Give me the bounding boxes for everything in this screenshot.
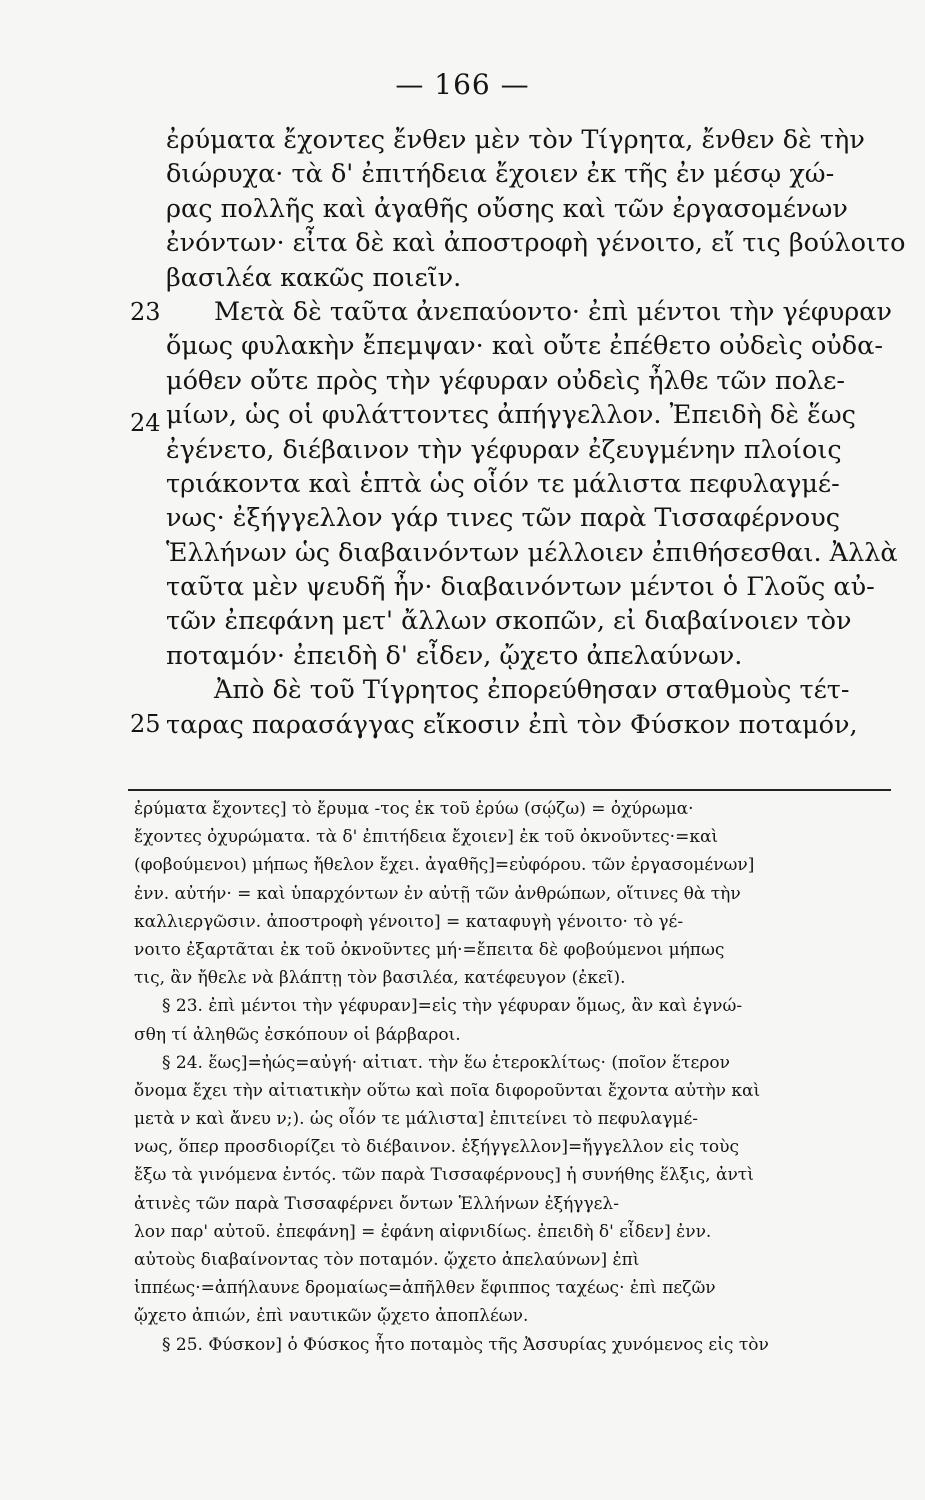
text-line: ρας πολλῆς καὶ ἀγαθῆς οὔσης καὶ τῶν ἐργασομένων [166,193,848,224]
note-line: ἔχοντες ὀχυρώματα. τὰ δ' ἐπιτήδεια ἔχοιεν] ἐκ τοῦ ὀκνοῦντες·=καὶ [134,827,719,848]
note-line: ἔξω τὰ γινόμενα ἐντός. τῶν παρὰ Τισσαφέρνους] ἡ συνήθης ἕλξις, ἀντὶ [134,1165,754,1186]
footnote-divider [128,789,891,791]
note-line: ἱππέως·=ἀπήλαυνε δρομαίως=ἀπῆλθεν ἔφιππος ταχέως· ἐπὶ πεζῶν [134,1278,716,1299]
text-line: μίων, ὡς οἱ φυλάττοντες ἀπήγγελλον. Ἐπειδὴ δὲ ἕως [166,400,856,431]
main-text [166,123,906,742]
note-line: (φοβούμενοι) μήπως ἤθελον ἔχει. ἀγαθῆς]=εὐφόρου. τῶν ἐργασομένων] [134,855,755,876]
note-line: § 24. ἕως]=ἠώς=αὐγή· αἰτιατ. τὴν ἕω ἑτεροκλίτως· (ποῖον ἕτερον [162,1052,730,1073]
note-line: ὄνομα ἔχει τὴν αἰτιατικὴν οὕτω καὶ ποῖα διφοροῦνται ἔχοντα αὐτὴν καὶ [134,1080,761,1101]
note-line: νως, ὅπερ προσδιορίζει τὸ διέβαινον. ἐξήγγελλον]=ἤγγελλον εἰς τοὺς [134,1137,739,1158]
section-number-24: 24 [130,409,161,437]
text-line: Ἑλλήνων ὡς διαβαινόντων μέλλοιεν ἐπιθήσεσθαι. Ἀλλὰ [166,537,898,568]
note-line: καλλιεργῶσιν. ἀποστροφὴ γένοιτο] = καταφυγὴ γένοιτο· τὸ γέ- [134,911,684,932]
note-line: μετὰ ν καὶ ἄνευ ν;). ὡς οἷόν τε μάλιστα] ἐπιτείνει τὸ πεφυλαγμέ- [134,1109,699,1130]
text-line: τῶν ἐπεφάνη μετ' ἄλλων σκοπῶν, εἰ διαβαίνοιεν τὸν [166,606,852,637]
text-line: νως· ἐξήγγελλον γάρ τινες τῶν παρὰ Τισσαφέρνους [166,503,841,534]
note-line: § 25. Φύσκον] ὁ Φύσκος ἦτο ποταμὸς τῆς Ἀσσυρίας χυνόμενος εἰς τὸν [162,1334,769,1355]
text-line: ταρας παρασάγγας εἴκοσιν ἐπὶ τὸν Φύσκον ποταμόν, [166,709,858,740]
section-number-25: 25 [130,710,161,738]
note-line: τις, ἂν ἤθελε νὰ βλάπτῃ τὸν βασιλέα, κατέφευγον (ἐκεῖ). [134,968,626,989]
note-line: σθη τί ἀληθῶς ἐσκόπουν οἱ βάρβαροι. [134,1024,461,1045]
text-line: ταῦτα μὲν ψευδῆ ἦν· διαβαινόντων μέντοι ὁ Γλοῦς αὐ- [166,572,875,603]
note-line: νοιτο ἐξαρτᾶται ἐκ τοῦ ὀκνοῦντες μή·=ἔπειτα δὲ φοβούμενοι μήπως [134,939,725,960]
text-line: ὅμως φυλακὴν ἔπεμψαν· καὶ οὔτε ἐπέθετο οὐδεὶς οὐδα- [166,331,883,362]
text-line: βασιλέα κακῶς ποιεῖν. [166,262,462,293]
text-line: διώρυχα· τὰ δ' ἐπιτήδεια ἔχοιεν ἐκ τῆς ἐν μέσῳ χώ- [166,159,835,190]
note-line: ᾤχετο ἀπιών, ἐπὶ ναυτικῶν ᾤχετο ἀποπλέων. [134,1306,529,1327]
page-number: — 166 — [395,68,530,101]
text-line: ἐγένετο, διέβαινον τὴν γέφυραν ἐζευγμένην πλοίοις [166,434,842,465]
note-line: αὐτοὺς διαβαίνοντας τὸν ποταμόν. ᾤχετο ἀπελαύνων] ἐπὶ [134,1250,640,1270]
note-line: ἀτινὲς τῶν παρὰ Τισσαφέρνει ὄντων Ἑλλήνων ἐξήγγελ- [134,1193,619,1214]
text-line: τριάκοντα καὶ ἑπτὰ ὡς οἷόν τε μάλιστα πεφυλαγμέ- [166,468,840,499]
section-number-23: 23 [130,298,161,326]
text-line: μόθεν οὔτε πρὸς τὴν γέφυραν οὐδεὶς ἦλθε τῶν πολε- [166,365,845,396]
text-line: ἐρύματα ἔχοντες ἔνθεν μὲν τὸν Τίγρητα, ἔνθεν δὲ τὴν [166,125,865,155]
note-line: λον παρ' αὐτοῦ. ἐπεφάνη] = ἐφάνη αἰφνιδίως. ἐπειδὴ δ' εἶδεν] ἐνν. [134,1221,712,1242]
text-line: ποταμόν· ἐπειδὴ δ' εἶδεν, ᾤχετο ἀπελαύνων. [166,640,743,671]
text-line: ἐνόντων· εἶτα δὲ καὶ ἀποστροφὴ γένοιτο, εἴ τις βούλοιτο [166,228,906,259]
note-line: ἐνν. αὐτήν· = καὶ ὑπαρχόντων ἐν αὐτῇ τῶν ἀνθρώπων, οἵτινες θὰ τὴν [134,883,741,904]
note-line: § 23. ἐπὶ μέντοι τὴν γέφυραν]=εἰς τὴν γέφυραν ὅμως, ἂν καὶ ἐγνώ- [162,996,743,1017]
note-line: ἐρύματα ἔχοντες] τὸ ἔρυμα -τος ἐκ τοῦ ἐρύω (σῴζω) = ὀχύρωμα· [134,799,694,819]
text-line: Ἀπὸ δὲ τοῦ Τίγρητος ἐπορεύθησαν σταθμοὺς τέτ- [214,675,850,706]
commentary-notes [134,795,894,1359]
text-line: Μετὰ δὲ ταῦτα ἀνεπαύοντο· ἐπὶ μέντοι τὴν γέφυραν [214,296,893,327]
